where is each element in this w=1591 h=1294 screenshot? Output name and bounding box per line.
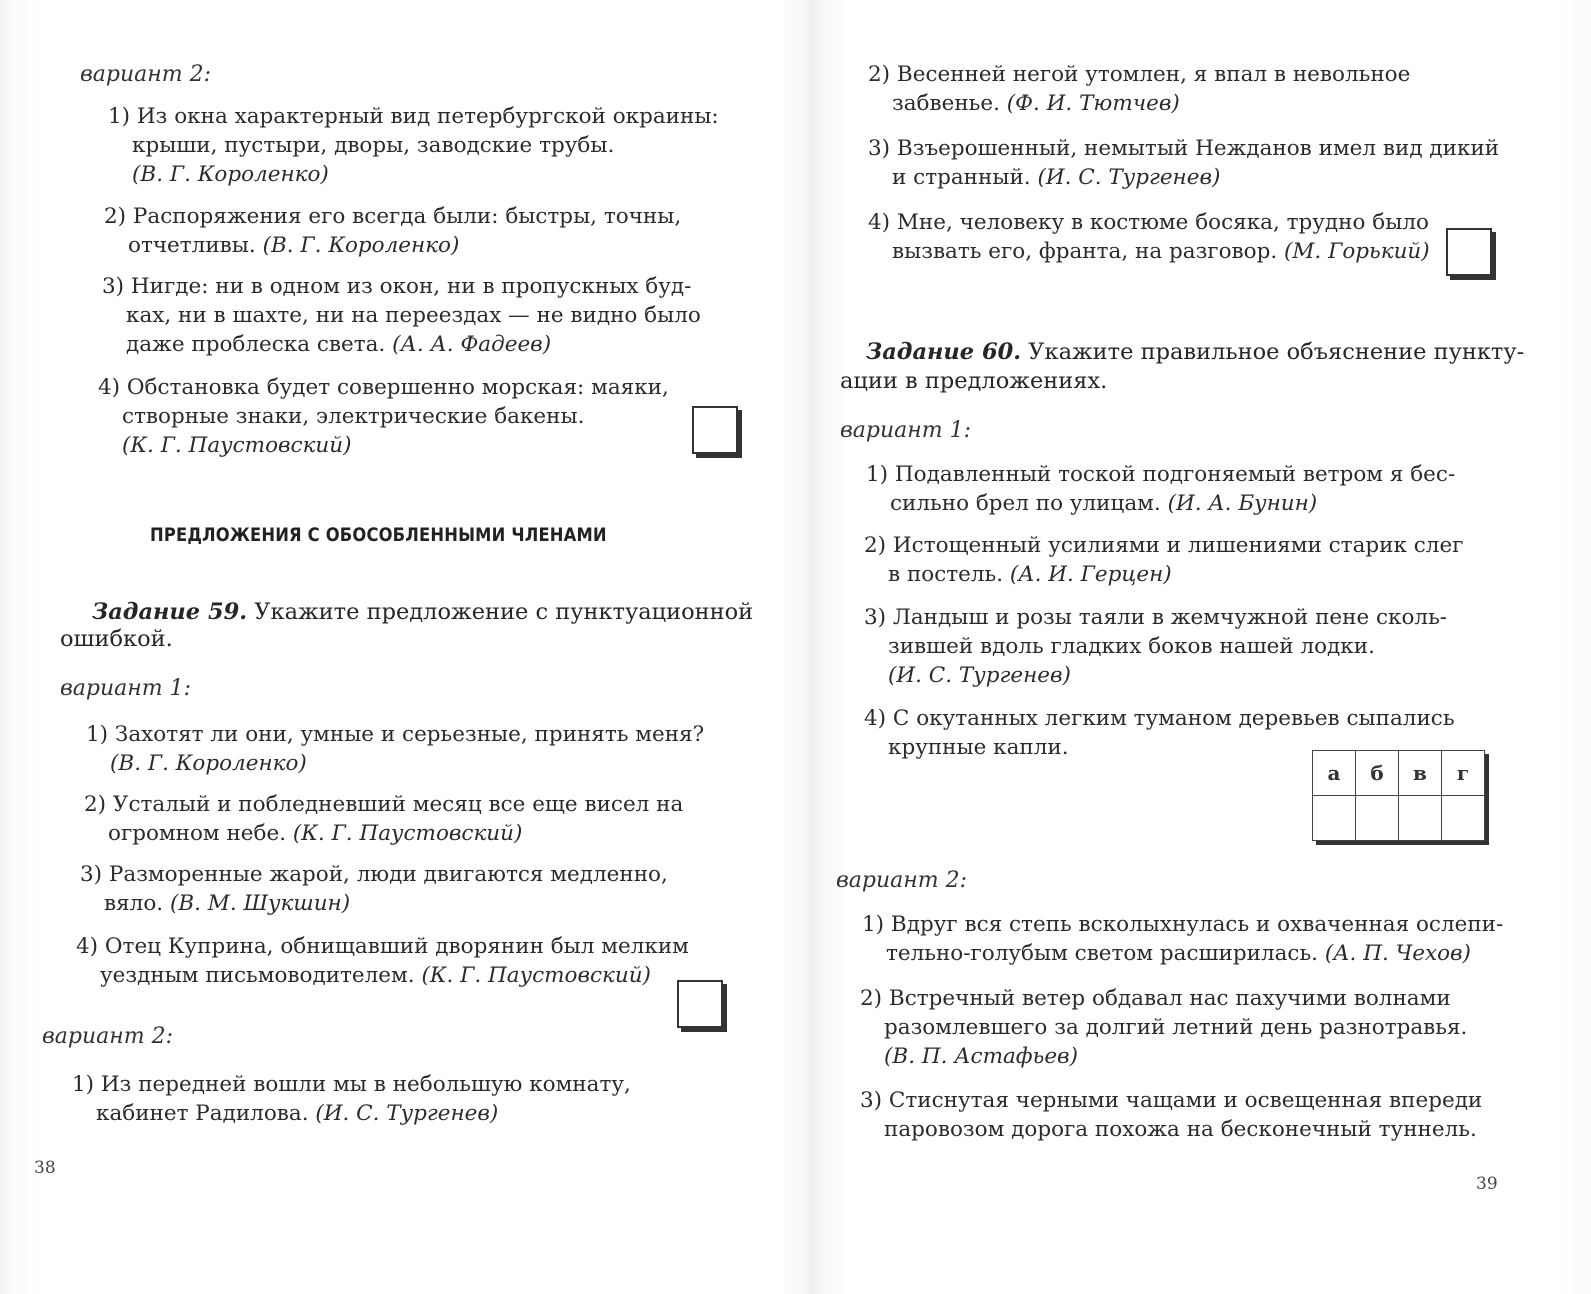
list-item	[864, 603, 1447, 690]
item-author: (М. Горький)	[1284, 239, 1430, 264]
answer-grid-header: в	[1399, 751, 1442, 796]
item-text: вяло.	[104, 891, 164, 916]
item-text: отчетливы.	[128, 233, 256, 258]
item-number: 1)	[862, 912, 885, 937]
item-number: 1)	[86, 722, 109, 747]
task-label: Задание 60.	[866, 339, 1022, 365]
item-number: 3)	[864, 605, 887, 630]
list-item	[864, 531, 1463, 589]
answer-cell[interactable]	[1399, 796, 1442, 841]
item-text: Мне, человеку в костюме босяка, трудно было	[896, 210, 1429, 235]
item-text-line	[102, 330, 701, 359]
list-item	[862, 910, 1503, 968]
item-author: (И. А. Бунин)	[1167, 491, 1318, 516]
task-59-continued	[60, 625, 173, 654]
item-text-line	[866, 489, 1455, 518]
item-text: Ландыш и розы таяли в жемчужной пене сколь-	[892, 605, 1448, 630]
answer-grid-header-row	[1313, 751, 1485, 796]
item-text: забвенье.	[892, 91, 1000, 116]
list-item	[84, 790, 683, 848]
item-text-line	[76, 961, 689, 990]
item-number: 4)	[864, 706, 887, 731]
item-number: 4)	[868, 210, 891, 235]
item-author: (В. П. Астафьев)	[884, 1044, 1078, 1069]
item-text: Стиснутая черными чащами и освещенная впереди	[888, 1088, 1483, 1113]
list-item	[104, 202, 681, 260]
item-text: Подавленный тоской подгоняемый ветром я бес-	[894, 462, 1456, 487]
variant-label: вариант 1:	[840, 418, 972, 443]
task-59	[92, 598, 753, 627]
item-number: 1)	[108, 104, 131, 129]
item-text-line	[80, 889, 668, 918]
task-60-continued	[840, 367, 1107, 396]
list-item	[866, 460, 1455, 518]
list-item	[860, 984, 1467, 1071]
item-text-line	[862, 939, 1503, 968]
item-author: (В. М. Шукшин)	[169, 891, 351, 916]
list-item	[72, 1070, 631, 1128]
variant-label: вариант 2:	[80, 62, 212, 87]
item-author: (К. Г. Паустовский)	[421, 963, 651, 988]
answer-box[interactable]	[692, 406, 738, 454]
answer-grid-header: г	[1442, 751, 1485, 796]
item-number: 4)	[98, 375, 121, 400]
item-text: Захотят ли они, умные и серьезные, принять меня?	[114, 722, 705, 747]
item-text: С окутанных легким туманом деревьев сыпались	[892, 706, 1455, 731]
item-text: крупные капли.	[888, 735, 1069, 760]
item-text: в постель.	[888, 562, 1004, 587]
item-author: (А. А. Фадеев)	[392, 332, 552, 357]
task-text: Укажите предложение с пунктуационной	[254, 599, 754, 625]
variant-label: вариант 2:	[42, 1024, 174, 1049]
answer-cell[interactable]	[1442, 796, 1485, 841]
answer-box[interactable]	[1446, 228, 1492, 276]
item-text-line	[868, 163, 1499, 192]
list-item	[86, 720, 704, 778]
item-number: 4)	[76, 934, 99, 959]
list-item	[98, 373, 669, 460]
item-author: (В. Г. Короленко)	[262, 233, 460, 258]
item-number: 2)	[864, 533, 887, 558]
section-heading: ПРЕДЛОЖЕНИЯ С ОБОСОБЛЕННЫМИ ЧЛЕНАМИ	[150, 524, 607, 546]
task-label: Задание 59.	[92, 599, 248, 625]
item-text: сильно брел по улицам.	[890, 491, 1161, 516]
list-item	[102, 272, 701, 359]
item-number: 3)	[860, 1088, 883, 1113]
item-number: 1)	[866, 462, 889, 487]
answer-grid	[1312, 750, 1485, 841]
item-text: Взъерошенный, немытый Нежданов имел вид дикий	[896, 136, 1500, 161]
item-text: Весенней негой утомлен, я впал в невольное	[896, 62, 1411, 87]
item-author: (В. Г. Короленко)	[132, 162, 329, 187]
page-number: 38	[34, 1158, 56, 1178]
item-text-line	[864, 560, 1463, 589]
item-text-line	[72, 1099, 631, 1128]
item-number: 2)	[84, 792, 107, 817]
item-text: Вдруг вся степь всколыхнулась и охваченная ослепи-	[890, 912, 1504, 937]
item-number: 3)	[80, 862, 103, 887]
page-number: 39	[1476, 1174, 1498, 1194]
task-text: ошибкой.	[60, 626, 173, 652]
item-author: (К. Г. Паустовский)	[122, 433, 352, 458]
item-text: Усталый и побледневший месяц все еще висел на	[112, 792, 684, 817]
item-text: и странный.	[892, 165, 1031, 190]
item-text: уездным письмоводителем.	[100, 963, 415, 988]
item-author: (И. С. Тургенев)	[1037, 165, 1221, 190]
item-text-line	[104, 231, 681, 260]
variant-label: вариант 2:	[836, 868, 968, 893]
item-number: 3)	[102, 274, 125, 299]
item-text: ках, ни в шахте, ни на переездах — не видно было	[126, 303, 701, 328]
list-item	[860, 1086, 1482, 1144]
item-text: створные знаки, электрические бакены.	[122, 404, 585, 429]
item-text: Распоряжения его всегда были: быстры, точны,	[132, 204, 682, 229]
item-text: крыши, пустыри, дворы, заводские трубы.	[132, 133, 615, 158]
list-item	[76, 932, 689, 990]
item-author: (А. И. Герцен)	[1009, 562, 1172, 587]
item-text: паровозом дорога похожа на бесконечный туннель.	[884, 1117, 1477, 1142]
item-text: разомлевшего за долгий летний день разнотравья.	[884, 1015, 1468, 1040]
item-text: Отец Куприна, обнищавший дворянин был мелким	[104, 934, 689, 959]
item-author: (А. П. Чехов)	[1324, 941, 1471, 966]
item-text: Обстановка будет совершенно морская: маяки,	[126, 375, 669, 400]
item-text: вызвать его, франта, на разговор.	[892, 239, 1278, 264]
task-text: ации в предложениях.	[840, 368, 1108, 394]
answer-cell[interactable]	[1313, 796, 1356, 841]
item-text: огромном небе.	[108, 821, 287, 846]
answer-cell[interactable]	[1356, 796, 1399, 841]
item-number: 2)	[104, 204, 127, 229]
item-text: Из окна характерный вид петербургской окраины:	[136, 104, 719, 129]
list-item	[108, 102, 719, 189]
item-author: (И. С. Тургенев)	[888, 663, 1071, 688]
item-text: даже проблеска света.	[126, 332, 386, 357]
item-text: кабинет Радилова.	[96, 1101, 309, 1126]
answer-grid-header: а	[1313, 751, 1356, 796]
item-text: зившей вдоль гладких боков нашей лодки.	[888, 634, 1375, 659]
item-text-line	[84, 819, 683, 848]
item-author: (Ф. И. Тютчев)	[1006, 91, 1180, 116]
item-number: 3)	[868, 136, 891, 161]
answer-grid-input-row	[1313, 796, 1485, 841]
item-text-line	[868, 237, 1430, 266]
item-text: тельно-голубым светом расширилась.	[886, 941, 1319, 966]
list-item	[868, 60, 1410, 118]
list-item	[80, 860, 668, 918]
item-text-line	[868, 89, 1410, 118]
task-text: Укажите правильное объяснение пункту-	[1028, 339, 1525, 365]
answer-box[interactable]	[677, 980, 723, 1028]
list-item	[868, 208, 1430, 266]
item-number: 2)	[868, 62, 891, 87]
item-text: Истощенный усилиями и лишениями старик слег	[892, 533, 1464, 558]
item-text: Нигде: ни в одном из окон, ни в пропускных буд-	[130, 274, 692, 299]
variant-label: вариант 1:	[60, 676, 192, 701]
item-author: (В. Г. Короленко)	[110, 751, 307, 776]
item-text: Из передней вошли мы в небольшую комнату,	[100, 1072, 631, 1097]
item-number: 2)	[860, 986, 883, 1011]
item-author: (К. Г. Паустовский)	[292, 821, 523, 846]
answer-grid-header: б	[1356, 751, 1399, 796]
right-page	[812, 0, 1591, 1294]
item-number: 1)	[72, 1072, 95, 1097]
item-text: Разморенные жарой, люди двигаются медленно,	[108, 862, 668, 887]
list-item	[868, 134, 1499, 192]
item-text: Встречный ветер обдавал нас пахучими волнами	[888, 986, 1451, 1011]
task-60	[866, 338, 1524, 367]
item-author: (И. С. Тургенев)	[315, 1101, 499, 1126]
